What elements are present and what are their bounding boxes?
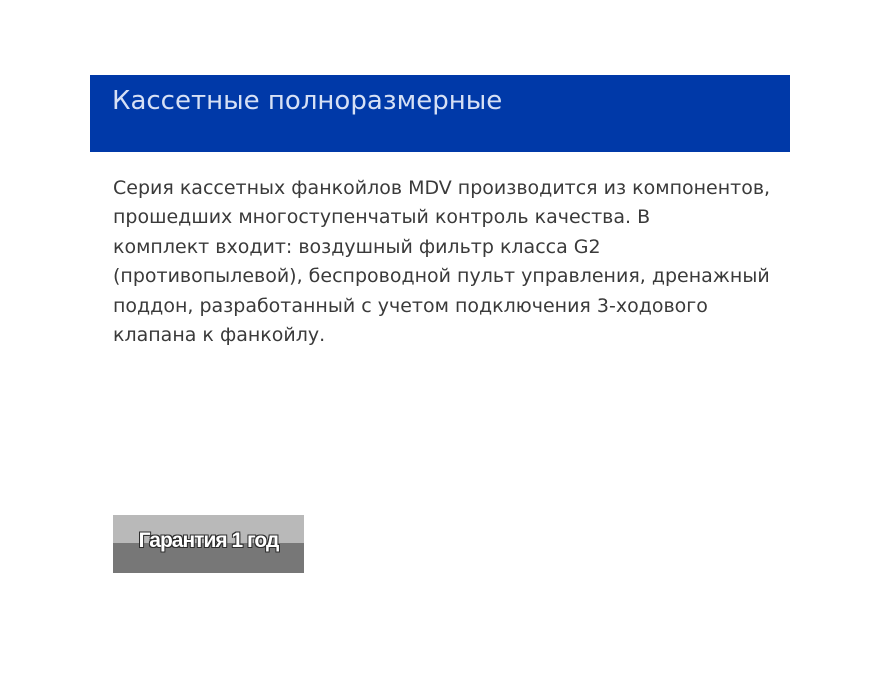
warranty-badge — [113, 515, 304, 573]
description-line: (противопылевой), беспроводной пульт управления, дренажный — [113, 265, 770, 288]
warranty-label: Гарантия 1 год — [138, 529, 279, 552]
header-banner — [90, 75, 790, 152]
page-title: Кассетные полноразмерные — [112, 86, 503, 116]
description-line: поддон, разработанный с учетом подключения 3-ходового — [113, 294, 708, 317]
product-description — [113, 174, 793, 350]
description-line: клапана к фанкойлу. — [113, 324, 326, 347]
description-line: прошедших многоступенчатый контроль качества. В — [113, 206, 651, 229]
description-line: комплект входит: воздушный фильтр класса G2 — [113, 235, 601, 258]
description-line: Серия кассетных фанкойлов MDV производится из компонентов, — [113, 177, 771, 199]
